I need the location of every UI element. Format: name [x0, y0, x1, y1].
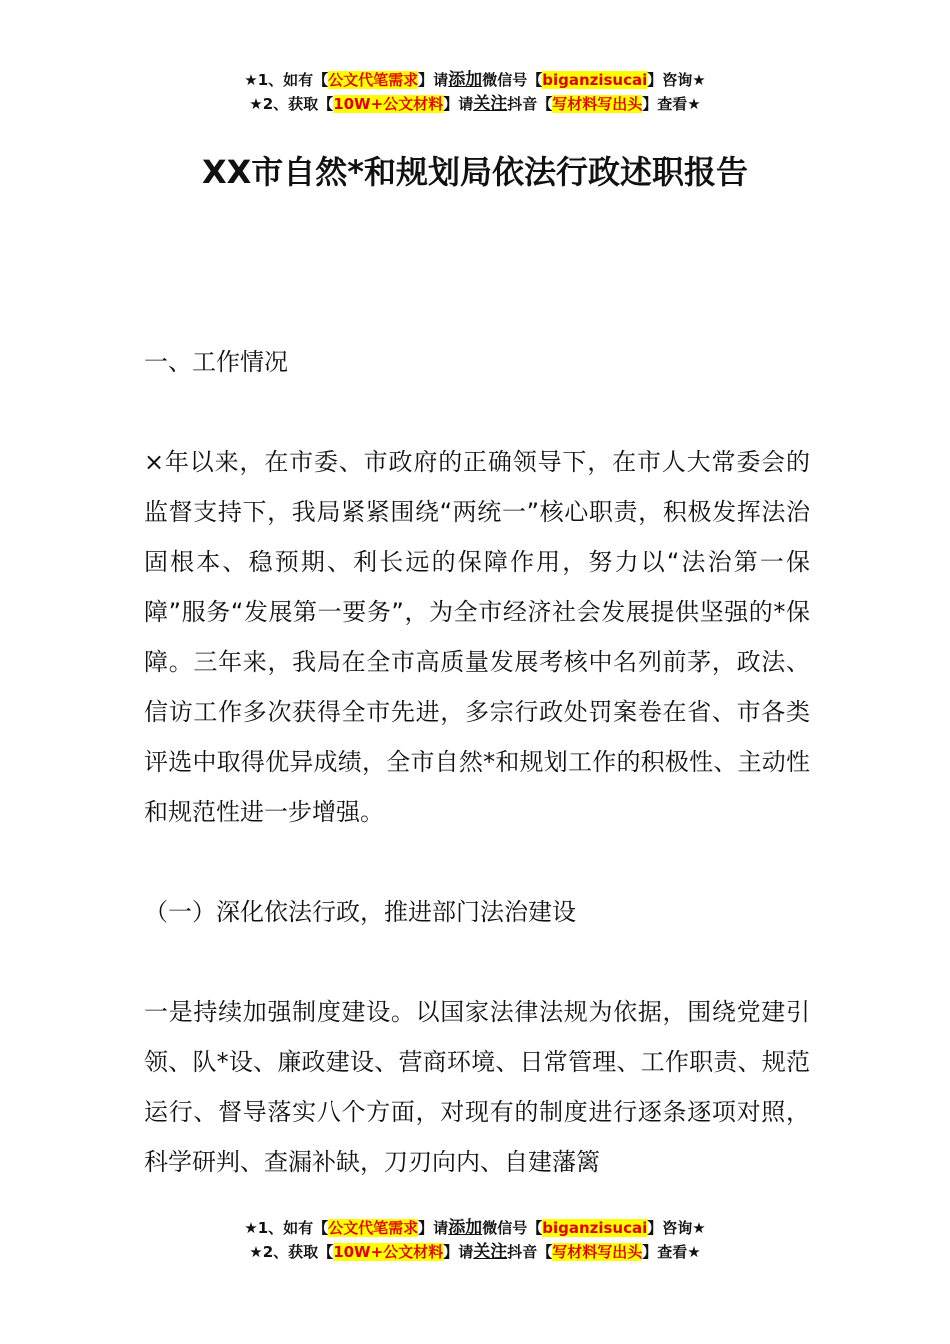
- promo-highlight: 公文代笔需求: [328, 71, 419, 89]
- section-heading: 一、工作情况: [144, 348, 288, 376]
- promo-highlight: 写材料写出头: [552, 1243, 643, 1261]
- promo-banner-top: [0, 68, 950, 116]
- subsection-heading: （一）深化依法行政，推进部门法治建设: [144, 898, 576, 926]
- promo-text: 微信号【: [482, 71, 543, 89]
- promo-underline: 添加: [448, 70, 483, 90]
- promo-text: 微信号【: [482, 1219, 543, 1237]
- promo-text: ★2、获取【: [249, 1243, 334, 1261]
- promo-line-1: [0, 1216, 950, 1240]
- promo-text: ★1、如有【: [244, 1219, 329, 1237]
- promo-wechat-id: biganzisucai: [542, 71, 648, 89]
- promo-text: 】请: [418, 1219, 449, 1237]
- promo-text: 】请: [443, 95, 474, 113]
- promo-banner-bottom: [0, 1216, 950, 1264]
- promo-highlight: 公文代笔需求: [328, 1219, 419, 1237]
- promo-line-1: [0, 68, 950, 92]
- promo-underline: 关注: [473, 94, 508, 114]
- promo-wechat-id: biganzisucai: [542, 1219, 648, 1237]
- promo-line-2: [0, 1240, 950, 1264]
- document-title: XX市自然*和规划局依法行政述职报告: [201, 153, 749, 191]
- promo-text: 】咨询★: [647, 1219, 706, 1237]
- promo-underline: 添加: [448, 1218, 483, 1238]
- promo-text: 】查看★: [642, 1243, 701, 1261]
- promo-text: ★1、如有【: [244, 71, 329, 89]
- paragraph: ×年以来，在市委、市政府的正确领导下，在市人大常委会的监督支持下，我局紧紧围绕“两统一”核心职责，积极发挥法治固根本、稳预期、利长远的保障作用，努力以“法治第一保障”服务“发展第一要务”，为全市经济社会发展提供坚强的*保障。三年来，我局在全市高质量发展考核中名列前茅，政法、信访工作多次获得全市先进，多宗行政处罚案卷在省、市各类评选中取得优异成绩，全市自然*和规划工作的积极性、主动性和规范性进一步增强。: [144, 448, 810, 826]
- promo-highlight: 10W+公文材料: [333, 95, 444, 113]
- promo-text: ★2、获取【: [249, 95, 334, 113]
- promo-text: 】请: [418, 71, 449, 89]
- promo-text: 】查看★: [642, 95, 701, 113]
- promo-text: 抖音【: [507, 1243, 553, 1261]
- promo-text: 】咨询★: [647, 71, 706, 89]
- promo-line-2: [0, 92, 950, 116]
- document-body: [144, 337, 810, 1187]
- promo-text: 】请: [443, 1243, 474, 1261]
- promo-underline: 关注: [473, 1242, 508, 1262]
- paragraph: 一是持续加强制度建设。以国家法律法规为依据，围绕党建引领、队*设、廉政建设、营商环境、日常管理、工作职责、规范运行、督导落实八个方面，对现有的制度进行逐条逐项对照，科学研判、查漏补缺，刀刃向内、自建藩篱: [144, 998, 810, 1176]
- promo-text: 抖音【: [507, 95, 553, 113]
- promo-highlight: 10W+公文材料: [333, 1243, 444, 1261]
- promo-highlight: 写材料写出头: [552, 95, 643, 113]
